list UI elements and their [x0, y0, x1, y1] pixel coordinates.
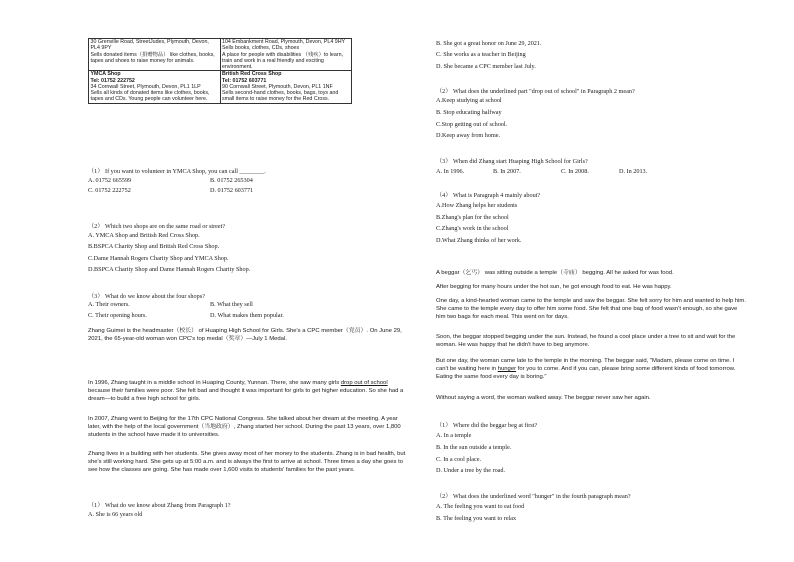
question-stem: （2） What does the underlined word "hunger" in the fourth paragraph mean? [436, 493, 631, 500]
option-b: B. What they sell [210, 301, 253, 308]
option-c: C. 01752 222752 [88, 187, 131, 194]
option-a: A. The feeling you want to eat food [436, 503, 525, 510]
option-b: B. Stop educating halfway [436, 109, 502, 116]
option-a: A.Keep studying at school [436, 97, 502, 104]
option-a: A. 01752 665599 [88, 177, 132, 184]
option-d: D.Keep away from home. [436, 132, 501, 139]
question-stem: （2） What does the underlined part "drop out of school" in Paragraph 2 mean? [436, 88, 635, 95]
shop-description: Sells second-hand clothes, books, bags, toys and small items to raise money for the Red Cross. [222, 90, 339, 103]
table-row [89, 71, 352, 103]
option-d: D.What Zhang thinks of her work. [436, 237, 522, 244]
question-stem: （3） When did Zhang start Huaping High School for Girls? [436, 158, 588, 165]
shop-address: 104 Embankment Road, Plymouth, Devon, PL4 9HY [222, 39, 346, 45]
shop-address: 30 Grenville Road, StreetJudes, Plymouth, Devon, PL4 9PY [90, 39, 209, 52]
shop-description: Sells donated items（捐赠物品） like clothes, books, tapes and shoes to raise money for animals. [90, 51, 215, 64]
underlined-word: hunger [497, 365, 517, 372]
passage-paragraph: After begging for many hours under the hot sun, he got enough food to eat. He was happy. [436, 284, 672, 290]
option-a: A. YMCA Shop and British Red Cross Shop. [88, 232, 200, 239]
question-stem: （1） If you want to volunteer in YMCA Shop, you can call ________. [88, 168, 266, 175]
option-d: D. In 2013. [619, 168, 648, 175]
question-stem: （1） Where did the beggar beg at first? [436, 422, 538, 429]
option-a: A.How Zhang helps her students [436, 202, 518, 209]
option-d: D. Under a tree by the road. [436, 467, 506, 474]
shop-phone: Tel: 01752 222752 [90, 77, 135, 84]
passage-paragraph: Zhang Guimei is the headmaster（校长） of Huaping High School for Girls. She's a CPC member（党员）. On June 29, 2021, the 65-year-old woman won CPC's top medal（奖章）—July 1 Medal. [88, 328, 402, 342]
option-a: A. In a temple [436, 432, 472, 439]
option-b: B.Zhang's plan for the school [436, 214, 509, 221]
shop-cell-red-cross [220, 71, 352, 103]
option-c: C. Their opening hours. [88, 312, 147, 319]
option-d: D. 01752 603771 [210, 187, 254, 194]
passage-paragraph: In 1996, Zhang taught in a middle school in Huaping County, Yunnan. There, she saw many girls drop out of school because their families were poor. She felt bad and thought it was important for girls to get higher education. So she had a dream—to build a free high school for girls. [88, 380, 404, 402]
passage-paragraph: One day, a kind-hearted woman came to the temple and saw the beggar. She felt sorry for him and wanted to help him. She came to the temple every day to offer him some food. She felt that one bag of food wasn't enough, so she gave him two bags for each meal. This went on for days. [436, 298, 746, 320]
option-c: C.Stop getting out of school. [436, 121, 508, 128]
table-row [89, 39, 352, 71]
shop-phone: Tel: 01752 603771 [222, 77, 267, 84]
passage-paragraph: But one day, the woman came late to the temple in the morning. The beggar said, "Madam, please come on time. I can't be waiting here in hunger for you to come. And if you can, please bring some different kinds of food tomorrow. Eating the same food every day is boring." [436, 358, 736, 380]
shop-name: British Red Cross Shop [222, 71, 282, 78]
option-d: D. She became a CPC member last July. [436, 63, 536, 70]
shop-cell-bspca [89, 39, 221, 71]
question-stem: （3） What do we know about the four shops? [88, 293, 205, 300]
option-a: A. Their owners. [88, 301, 130, 308]
option-c: C. In 2008. [561, 168, 589, 175]
option-c: C. She works as a teacher in Beijing [436, 51, 526, 58]
passage-paragraph: A beggar（乞丐） was sitting outside a temple（寺庙） begging. All he asked for was food. [436, 270, 674, 276]
option-b: B. 01752 265304 [210, 177, 253, 184]
option-a: A. She is 66 years old [88, 511, 143, 518]
option-d: D. What makes them popular. [210, 312, 284, 319]
shop-sells: Sells books, clothes, CDs, shoes [222, 45, 300, 52]
shop-description: Sells all kinds of donated items like clothes, books, tapes and CDs. Young people can volunteer here. [90, 90, 210, 103]
question-stem: （4） What is Paragraph 4 mainly about? [436, 192, 541, 199]
underlined-phrase: drop out of school [340, 380, 388, 386]
shop-description: A place for people with disabilities （残疾）to learn, train and work in a real friendly and exciting environment. [222, 51, 344, 70]
shop-name: YMCA Shop [90, 71, 121, 78]
option-b: B. In 2007. [493, 168, 521, 175]
question-stem: （1） What do we know about Zhang from Paragraph 1? [88, 502, 231, 509]
option-b: B. In the sun outside a temple. [436, 444, 512, 451]
option-c: C. In a cool place. [436, 456, 482, 463]
option-a: A. In 1996. [436, 168, 465, 175]
option-c: C.Dame Hannah Rogers Charity Shop and YMCA Shop. [88, 255, 229, 262]
option-b: B. She got a great honor on June 29, 2021. [436, 40, 542, 47]
option-b: B. The feeling you want to relax [436, 515, 517, 522]
question-stem: （2） Which two shops are on the same road or street? [88, 223, 226, 230]
option-d: D.BSPCA Charity Shop and Dame Hannah Rogers Charity Shop. [88, 266, 251, 273]
option-b: B.BSPCA Charity Shop and British Red Cross Shop. [88, 243, 220, 250]
passage-paragraph: Zhang lives in a building with her students. She gives away most of her money to the students. Zhang is in bad health, but she's still working hard. She gets up at 5:00 a.m. and is always the first to arrive at school. Three times a day she goes to see how the classes are going. She has made over 1,600 visits to students' families for the past years. [88, 451, 406, 473]
shop-cell-ymca [89, 71, 221, 103]
passage-paragraph: In 2007, Zhang went to Beijing for the 17th CPC National Congress. She talked about her dream at the meeting. A year later, with the help of the local government（当地政府）, Zhang started her school. During the past 13 years, over 1,800 students in the school have made it to universities. [88, 416, 401, 438]
shop-address: 34 Cornwall Street, Plymouth, Devon, PL1 1LP [90, 83, 201, 90]
passage-paragraph: Without saying a word, the woman walked away. The beggar never saw her again. [436, 395, 651, 401]
shop-cell-dame-hannah [220, 39, 352, 71]
passage-paragraph: Soon, the beggar stopped begging under the sun. Instead, he found a cool place under a tree to sit and wait for the woman. He was happy that he didn't have to beg anymore. [436, 334, 736, 348]
option-c: C.Zhang's work in the school [436, 225, 509, 232]
shops-table [88, 38, 352, 104]
shop-address: 90 Cornwall Street, Plymouth, Devon, PL1 1NF [222, 83, 333, 90]
